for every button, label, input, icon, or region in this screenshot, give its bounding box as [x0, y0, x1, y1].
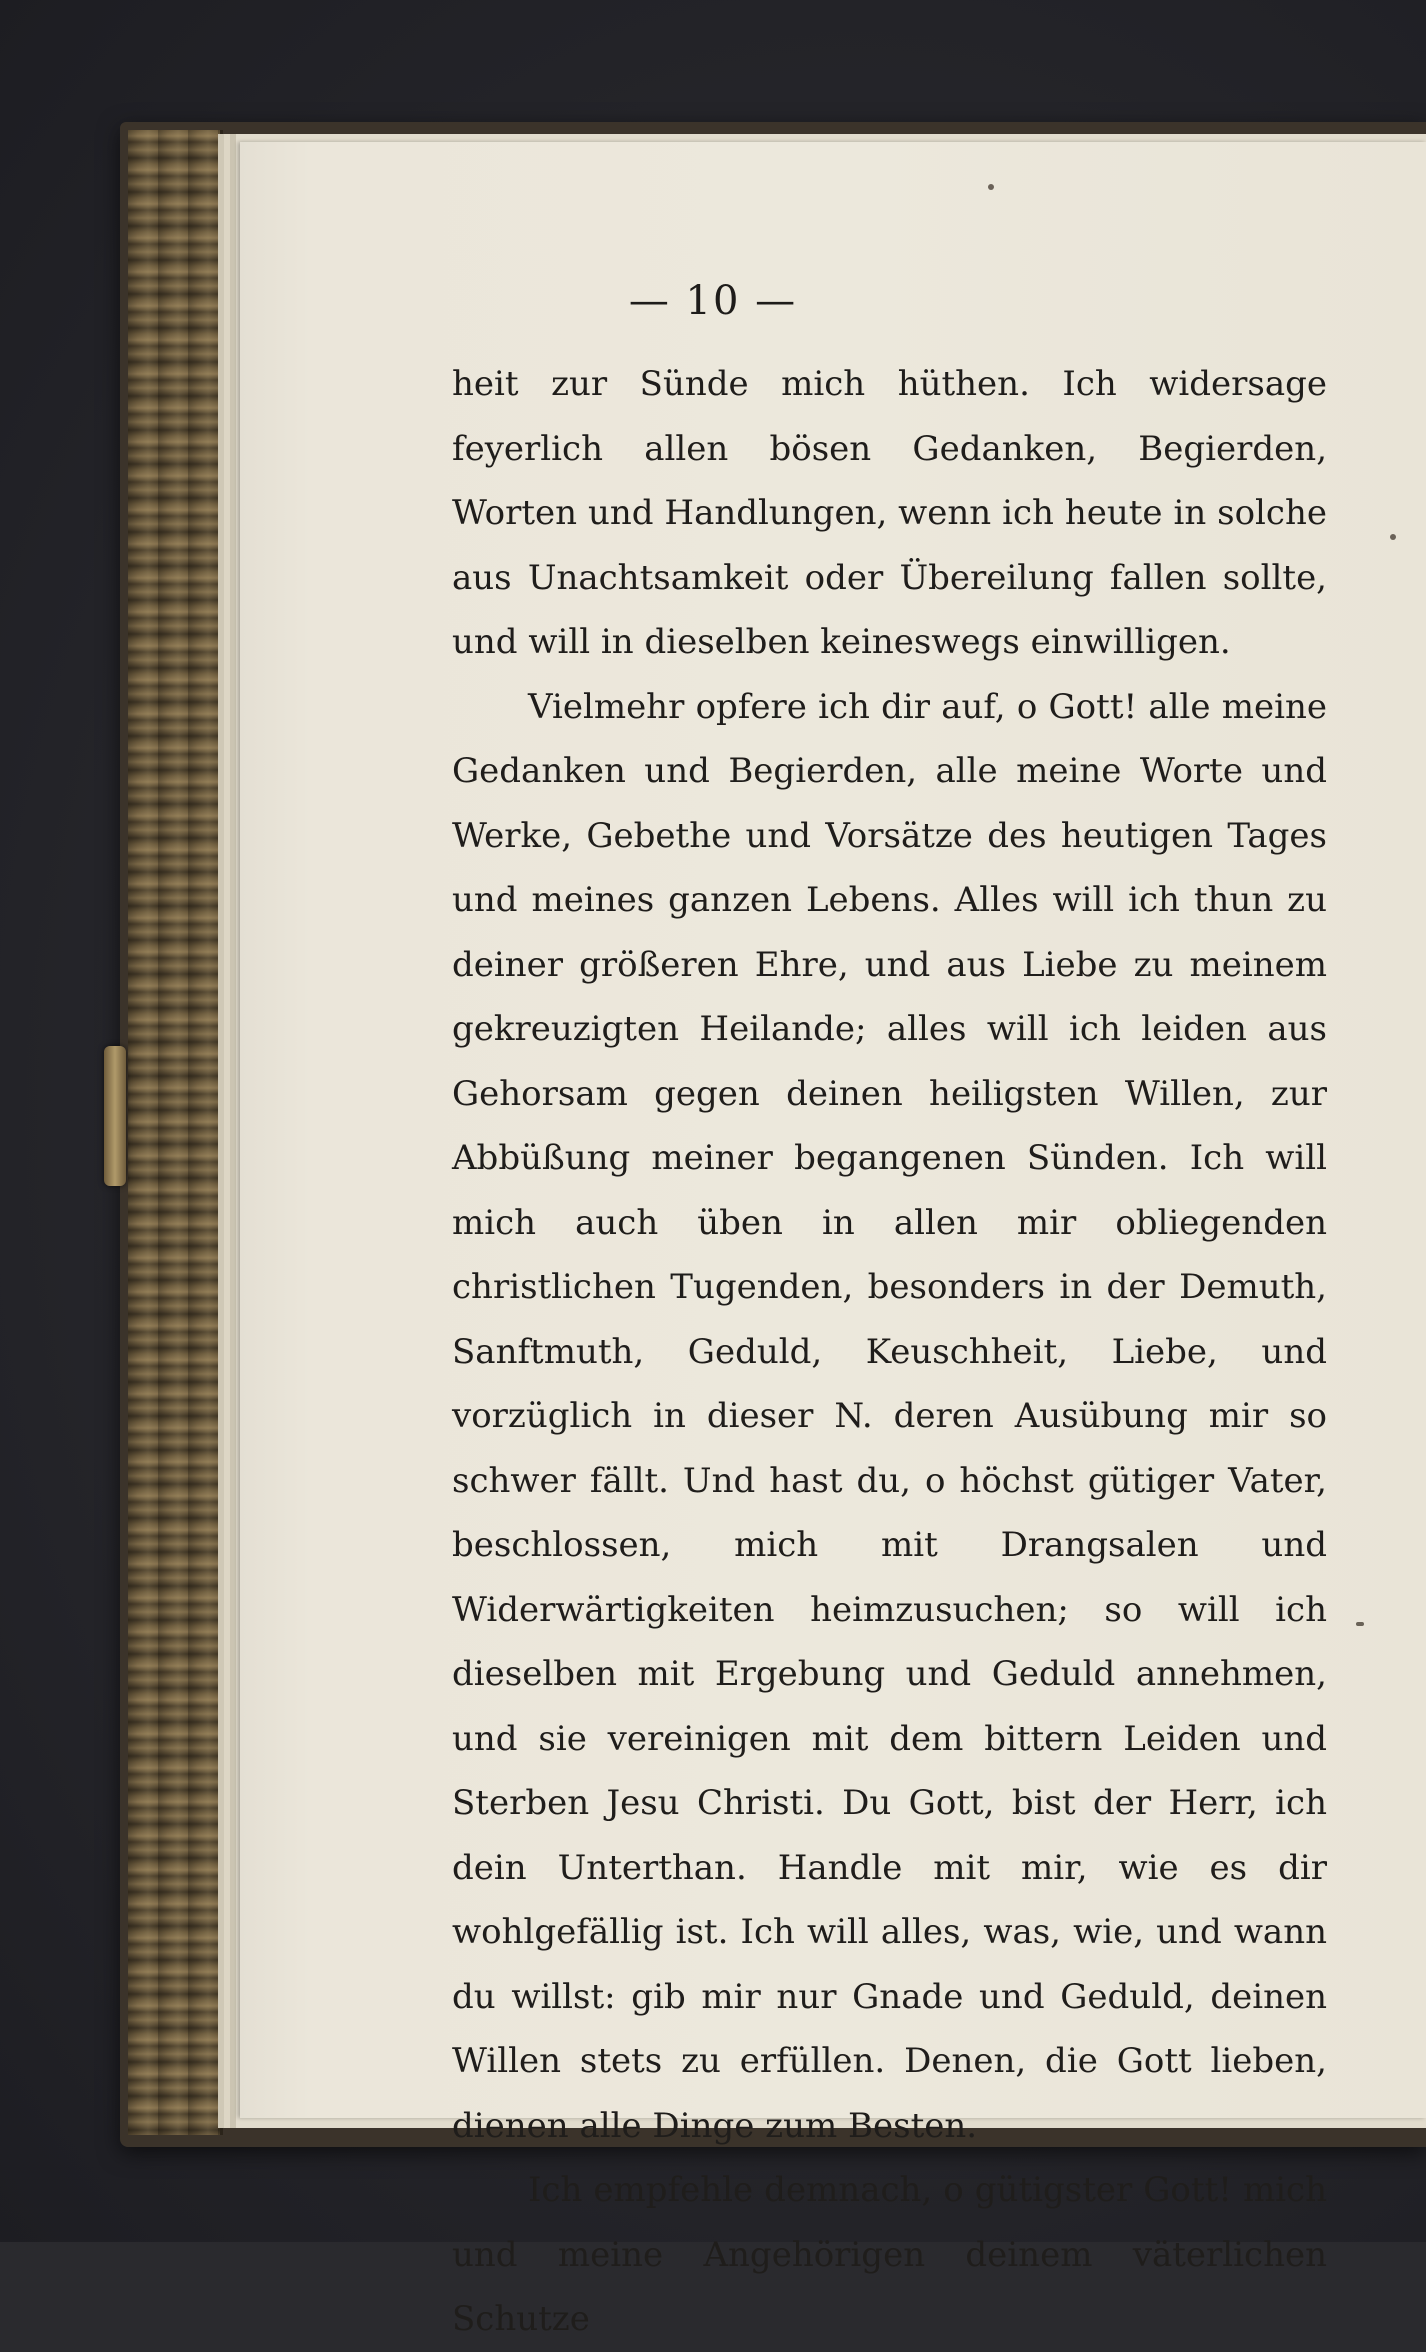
- book-clasp: [104, 1046, 126, 1186]
- paragraph: Ich empfehle demnach, o gütigster Gott! mich und meine Angehörigen deinem väterlichen Schutze: [452, 2170, 1327, 2339]
- page-number: — 10 —: [628, 278, 798, 324]
- ornamental-cover-edge: [128, 130, 223, 2135]
- paragraph: heit zur Sünde mich hüthen. Ich widersage feyerlich allen bösen Gedanken, Begierden, Worten und Handlungen, wenn ich heute in solche aus Unachtsamkeit oder Übereilung fallen sollte, und will in dieselben keineswegs einwilligen.: [452, 364, 1327, 662]
- body-text: [452, 352, 1327, 2352]
- page-speck: [988, 184, 994, 190]
- page-speck: [1390, 534, 1396, 540]
- page-speck: [1356, 1622, 1364, 1626]
- book-page: [240, 142, 1426, 2339]
- paragraph: Vielmehr opfere ich dir auf, o Gott! alle meine Gedanken und Begierden, alle meine Worte und Werke, Gebethe und Vorsätze des heutigen Tages und meines ganzen Lebens. Alles will ich thun zu deiner größeren Ehre, und aus Liebe zu meinem gekreuzigten Heilande; alles will ich leiden aus Gehorsam gegen deinen heiligsten Willen, zur Abbüßung meiner begangenen Sünden. Ich will mich auch üben in allen mir obliegenden christlichen Tugenden, besonders in der Demuth, Sanftmuth, Geduld, Keuschheit, Liebe, und vorzüglich in dieser N. deren Ausübung mir so schwer fällt. Und hast du, o höchst gütiger Vater, beschlossen, mich mit Drangsalen und Widerwärtigkeiten heimzusuchen; so will ich dieselben mit Ergebung und Geduld annehmen, und sie vereinigen mit dem bittern Leiden und Sterben Jesu Christi. Du Gott, bist der Herr, ich dein Unterthan. Handle mit mir, wie es dir wohlgefällig ist. Ich will alles, was, wie, und wann du willst: gib mir nur Gnade und Geduld, deinen Willen stets zu erfüllen. Denen, die Gott lieben, dienen alle Dinge zum Besten.: [452, 686, 1327, 2146]
